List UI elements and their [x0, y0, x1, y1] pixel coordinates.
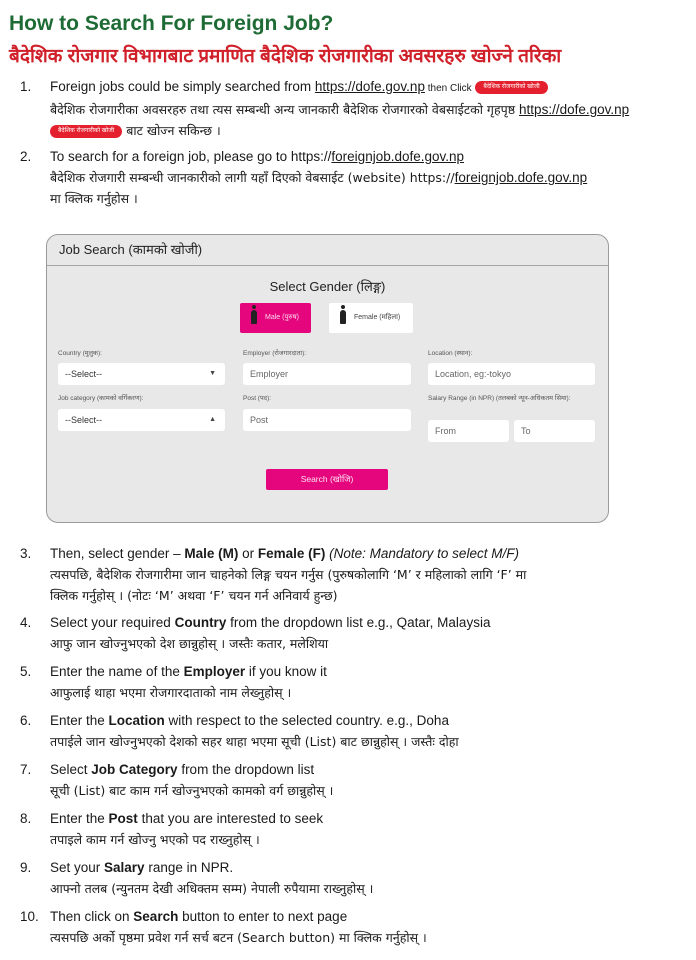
male-gender-button[interactable]	[240, 303, 311, 333]
step-9	[20, 857, 373, 899]
step-text-nepali: सूची (List) बाट काम गर्न खोज्नुभएको कामको वर्ग छान्नुहोस् ।	[50, 783, 334, 798]
step-text-bold: Country	[174, 615, 227, 630]
step-text-nepali: त्यसपछि, बैदेशिक रोजगारीमा जान चाहनेको लिङ्ग चयन गर्नुस (पुरुषकोलागि ‘M’ र महिलाको लागि ‘F’ मा	[50, 567, 527, 582]
male-label: Male (पुरुष)	[265, 314, 299, 321]
location-input[interactable]	[428, 363, 595, 385]
step-text-nepali: मा क्लिक गर्नुहोस ।	[50, 191, 138, 206]
step-text-nepali: आफुलाई थाहा भएमा रोजगारदाताको नाम लेख्नुहोस् ।	[50, 685, 292, 700]
step-note: (Note: Mandatory to select M/F)	[325, 546, 519, 561]
step-text-bold: Male (M)	[184, 546, 239, 561]
foreignjob-link[interactable]: foreignjob.dofe.gov.np	[331, 149, 465, 164]
step-5	[20, 661, 327, 703]
step-text-nepali: तपाईले जान खोज्नुभएको देशको सहर थाहा भएमा सूची (List) बाट छान्नुहोस् । जस्तैः दोहा	[50, 734, 459, 749]
step-number: 4.	[20, 615, 32, 630]
step-text-nepali: तपाइले काम गर्न खोज्नु भएको पद राख्नुहोस् ।	[50, 832, 260, 847]
step-text-nepali: बैदेशिक रोजगारी सम्बन्धी जानकारीको लागी यहाँ दिएको वेबसाईट (website) https://	[50, 170, 455, 185]
salary-from-input[interactable]	[428, 420, 509, 442]
step-text: from the dropdown list e.g., Qatar, Malaysia	[226, 615, 491, 630]
page-subtitle-nepali: बैदेशिक रोजगार विभागबाट प्रमाणित बैदेशिक रोजगारीका अवसरहरु खोज्ने तरिका	[9, 46, 562, 67]
step-text-bold: Salary	[104, 860, 145, 875]
search-button[interactable]: Search (खोजि)	[266, 469, 388, 490]
step-text-bold: Search	[133, 909, 179, 924]
step-text-nepali: बैदेशिक रोजगारीका अवसरहरु तथा त्यस सम्बन्धी अन्य जानकारी बैदेशिक रोजगारको वेबसाईटको गृहपृष्ठ	[50, 102, 520, 117]
step-text: that you are interested to seek	[137, 811, 324, 826]
dropdown-arrow-icon: ▲	[209, 416, 216, 423]
post-placeholder: Post	[250, 415, 269, 425]
step-3	[20, 543, 526, 606]
dofe-link[interactable]: https://dofe.gov.np	[519, 102, 630, 117]
employer-input[interactable]	[243, 363, 411, 385]
foreign-job-search-pill-button[interactable]: बैदेशिक रोजगारीको खोजी	[50, 125, 122, 138]
step-7	[20, 759, 333, 801]
male-icon	[251, 310, 257, 324]
employer-placeholder: Employer	[250, 369, 289, 379]
step-1	[20, 76, 629, 141]
country-label: Country (मुलुक):	[58, 350, 102, 357]
country-value: --Select--	[65, 369, 103, 379]
page-title: How to Search For Foreign Job?	[9, 12, 334, 35]
employer-label: Employer (रोजगारदाता):	[243, 350, 307, 357]
salary-to-placeholder: To	[521, 426, 531, 436]
step-text: Enter the	[50, 811, 109, 826]
dofe-link[interactable]: https://dofe.gov.np	[314, 79, 425, 94]
salary-range-label: Salary Range (in NPR) (तलबको न्यून-अधिकतम सिमा):	[428, 395, 571, 402]
category-value: --Select--	[65, 415, 103, 425]
step-text: Then click on	[50, 909, 134, 924]
step-number: 10.	[20, 909, 39, 924]
step-text: To search for a foreign job, please go to https://	[50, 149, 332, 164]
step-text-bold: Job Category	[91, 762, 178, 777]
female-gender-button[interactable]	[329, 303, 413, 333]
foreignjob-link[interactable]: foreignjob.dofe.gov.np	[454, 170, 588, 185]
step-text: Then, select gender –	[50, 546, 185, 561]
step-2	[20, 146, 587, 209]
step-text: Enter the name of the	[50, 664, 184, 679]
step-number: 3.	[20, 546, 32, 561]
step-text: Foreign jobs could be simply searched from	[50, 79, 315, 94]
gender-title: Select Gender (लिङ्ग)	[269, 279, 386, 294]
step-8	[20, 808, 323, 850]
step-6	[20, 710, 459, 752]
step-text: Set your	[50, 860, 105, 875]
step-text-nepali: आफ्नो तलब (न्युनतम देखी अधिक्तम सम्म) नेपाली रुपैयामा राख्नुहोस् ।	[50, 881, 374, 896]
step-text: range in NPR.	[144, 860, 234, 875]
step-text-nepali: आफु जान खोज्नुभएको देश छान्नुहोस् । जस्तैः कतार, मलेशिया	[50, 636, 329, 651]
step-number: 1.	[20, 79, 32, 94]
country-select[interactable]	[58, 363, 225, 385]
step-4	[20, 612, 490, 654]
step-10	[20, 906, 427, 948]
step-text: or	[238, 546, 258, 561]
step-text-bold: Post	[108, 811, 138, 826]
step-text: Select	[50, 762, 92, 777]
step-text-bold: Employer	[183, 664, 246, 679]
step-text: button to enter to next page	[178, 909, 348, 924]
location-label: Location (स्थान):	[428, 350, 473, 357]
step-text: then Click	[424, 83, 472, 94]
salary-to-input[interactable]	[514, 420, 595, 442]
step-text: if you know it	[245, 664, 327, 679]
dropdown-arrow-icon: ▼	[209, 370, 216, 377]
location-placeholder: Location, eg:-tokyo	[435, 369, 512, 379]
step-text-nepali: त्यसपछि अर्को पृष्ठमा प्रवेश गर्न सर्च बटन (Search button) मा क्लिक गर्नुहोस् ।	[50, 930, 427, 945]
step-number: 9.	[20, 860, 32, 875]
post-input[interactable]	[243, 409, 411, 431]
step-text-bold: Location	[108, 713, 165, 728]
job-category-select[interactable]	[58, 409, 225, 431]
step-text: Enter the	[50, 713, 109, 728]
job-category-label: Job category (कामको वर्गिकरण):	[58, 395, 144, 402]
step-text: Select your required	[50, 615, 175, 630]
step-number: 6.	[20, 713, 32, 728]
step-text: with respect to the selected country. e.g., Doha	[164, 713, 449, 728]
foreign-job-search-pill-button[interactable]: बैदेशिक रोजगारीको खोजी	[475, 81, 547, 94]
post-label: Post (पद):	[243, 395, 272, 402]
step-text-nepali: बाट खोज्न सकिन्छ ।	[122, 123, 221, 138]
salary-from-placeholder: From	[435, 426, 456, 436]
female-label: Female (महिला)	[354, 314, 401, 321]
panel-header: Job Search (कामको खोजी)	[47, 235, 608, 266]
step-number: 7.	[20, 762, 32, 777]
step-text: from the dropdown list	[177, 762, 315, 777]
step-text-nepali: क्लिक गर्नुहोस् । (नोटः ‘M’ अथवा ‘F’ चयन गर्न अनिवार्य हुन्छ)	[50, 588, 338, 603]
female-icon	[340, 310, 346, 324]
step-text-bold: Female (F)	[257, 546, 326, 561]
step-number: 8.	[20, 811, 32, 826]
step-number: 2.	[20, 149, 32, 164]
job-search-panel	[46, 234, 609, 523]
step-number: 5.	[20, 664, 32, 679]
